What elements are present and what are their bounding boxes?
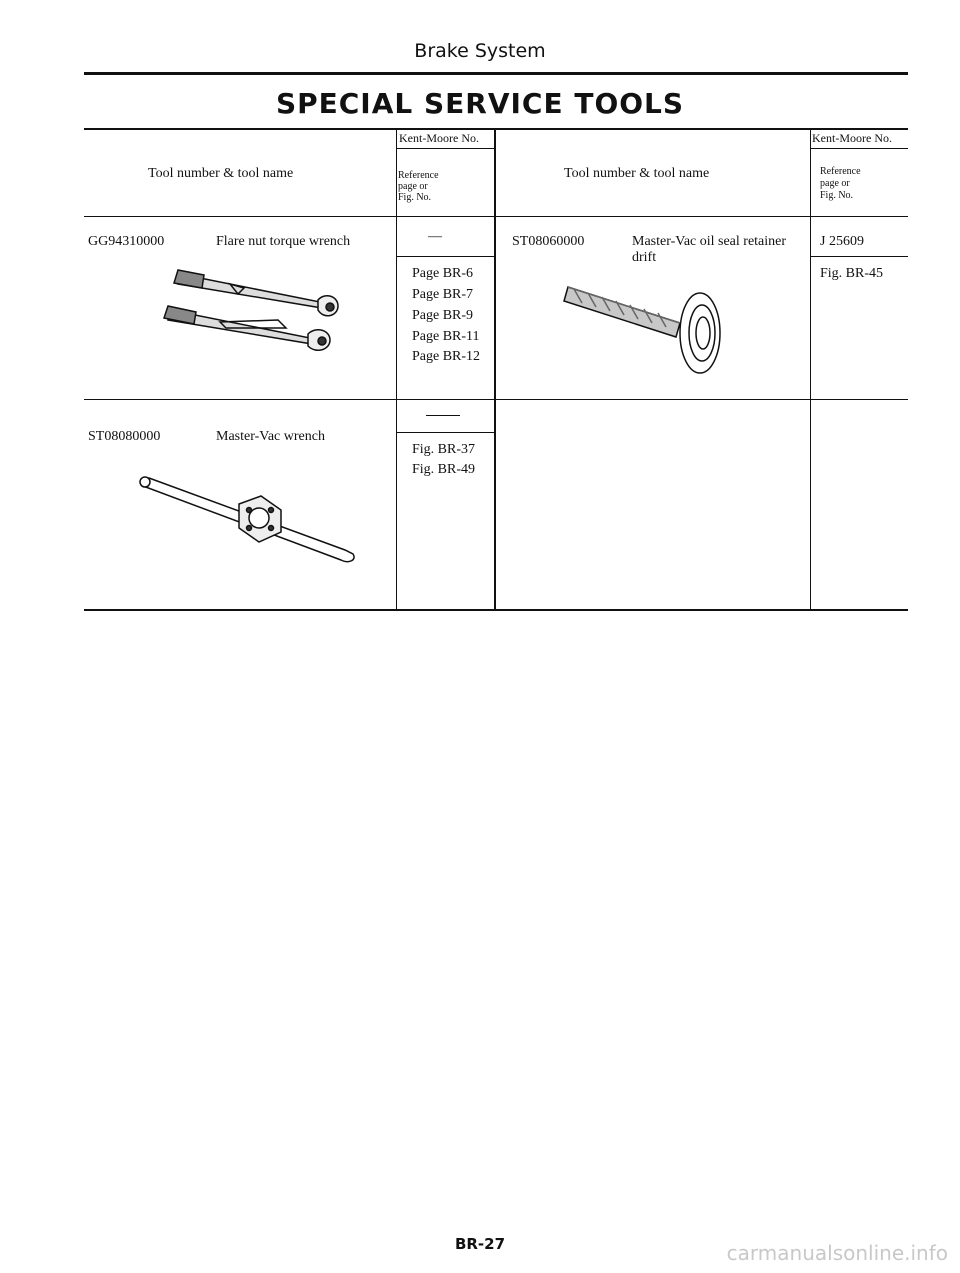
kent-moore-value: J 25609 (820, 234, 864, 249)
table-bottom-rule (84, 609, 908, 611)
reference: Page BR-9 (412, 308, 474, 323)
col-divider-middle (494, 130, 496, 610)
kent-divider (396, 256, 494, 257)
kent-underline-left (396, 148, 494, 149)
col-divider-ref-right (810, 130, 811, 610)
tool-number: ST08060000 (512, 234, 585, 249)
header-ref-left-2: page or (398, 181, 428, 192)
kent-divider (396, 432, 494, 433)
header-ref-left-1: Reference (398, 170, 439, 181)
header-tool-left: Tool number & tool name (148, 166, 294, 181)
header-tool-right: Tool number & tool name (564, 166, 710, 181)
seal-retainer-drift-icon (560, 275, 740, 385)
header-ref-right-1: Reference (820, 166, 861, 177)
header-ref-left-3: Fig. No. (398, 192, 432, 203)
header-kent-right: Kent-Moore No. (812, 131, 892, 145)
tool-number: ST08080000 (88, 429, 161, 444)
page-title: SPECIAL SERVICE TOOLS (275, 87, 685, 120)
tool-name: Flare nut torque wrench (216, 234, 351, 249)
header-rule (84, 72, 908, 75)
header-ref-right-2: page or (820, 178, 850, 189)
torque-wrench-icon (160, 262, 360, 362)
row-divider (84, 399, 494, 400)
tool-name: Master-Vac wrench (216, 429, 325, 444)
reference: Fig. BR-37 (412, 442, 476, 457)
reference: Page BR-7 (412, 287, 474, 302)
header-ref-right-3: Fig. No. (820, 190, 854, 201)
row-divider-right (494, 399, 908, 400)
reference: Fig. BR-45 (820, 266, 884, 281)
tool-number: GG94310000 (88, 234, 165, 249)
tool-name-continued: drift (632, 250, 657, 265)
col-divider-ref-left (396, 130, 397, 610)
reference: Fig. BR-49 (412, 462, 476, 477)
table-header-rule (84, 216, 908, 217)
master-vac-wrench-icon (135, 470, 375, 570)
watermark: carmanualsonline.info (726, 1241, 948, 1265)
reference: Page BR-11 (412, 329, 480, 344)
kent-divider (810, 256, 908, 257)
reference: Page BR-6 (412, 266, 474, 281)
kent-underline-right (810, 148, 908, 149)
kent-moore-value: — (428, 229, 442, 244)
header-kent-left: Kent-Moore No. (399, 131, 479, 145)
tool-name: Master-Vac oil seal retainer (632, 234, 787, 249)
page-number: BR-27 (454, 1235, 506, 1253)
section-title: Brake System (414, 40, 546, 62)
reference: Page BR-12 (412, 349, 481, 364)
